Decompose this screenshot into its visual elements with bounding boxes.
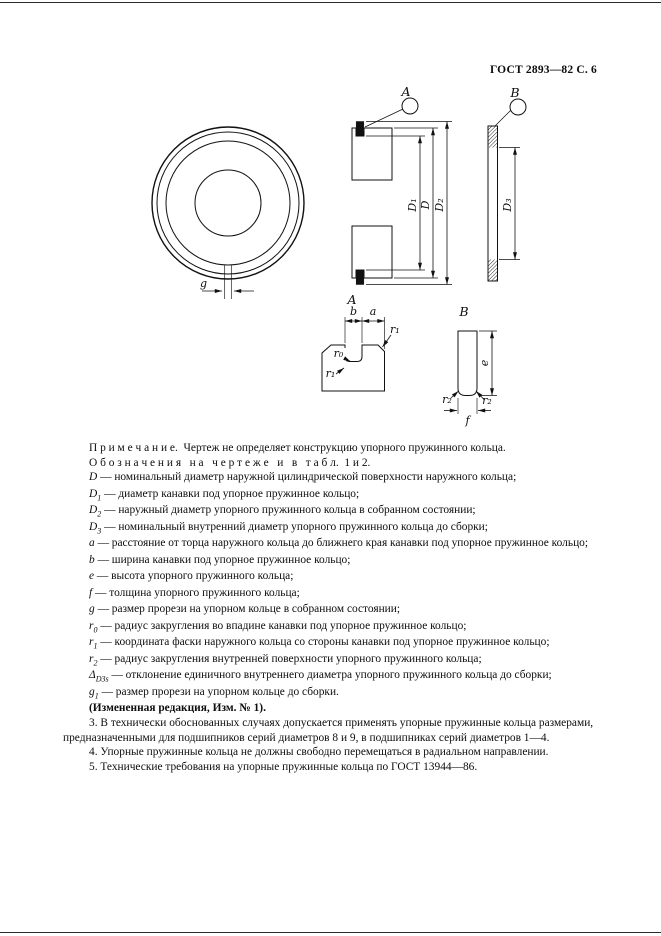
definition-text: — радиус закругления во впадине канавки под упорное пружинное кольцо;: [100, 619, 467, 632]
dim-label-r1-top: r₁: [390, 323, 400, 336]
detail-b: [442, 304, 497, 427]
definition-item: [63, 652, 600, 669]
snap-ring-bottom-section: [356, 270, 364, 285]
dim-label-a: a: [369, 305, 377, 318]
dim-label-r2-right: r₂: [482, 394, 492, 407]
dim-label-d3: D₃: [501, 198, 514, 212]
definition-term: $g_1$: [89, 685, 99, 701]
free-ring-outline: [488, 126, 498, 281]
dim-label-r0: r₀: [333, 347, 344, 360]
callout-a-leader: [365, 109, 403, 127]
free-ring-bottom-band: [489, 260, 498, 281]
definition-text: — номинальный внутренний диаметр упорного пружинного кольца до сборки;: [104, 520, 488, 533]
scan-edge-bottom: [0, 932, 661, 933]
definition-term: b: [89, 553, 95, 566]
front-view: [152, 127, 304, 299]
text-block: [63, 441, 600, 774]
definition-text: — размер прорези на упорном кольце до сборки.: [101, 685, 339, 698]
definition-term: $D_3$: [89, 520, 102, 536]
definition-term: g: [89, 603, 95, 616]
section-view: [352, 84, 452, 285]
dim-label-b: b: [349, 305, 358, 318]
definition-text: — расстояние от торца наружного кольца до ближнего края канавки под упорное пружинное кольцо;: [97, 537, 589, 550]
callout-b-circle: [510, 99, 526, 115]
definition-item: [63, 520, 600, 537]
definition-term: $r_1$: [89, 636, 98, 651]
dim-label-r1-bottom: r₁: [325, 367, 336, 380]
definition-text: — размер прорези на упорном кольце в собранном состоянии;: [97, 603, 401, 616]
definition-item: [63, 470, 600, 487]
para-5: 5. Технические требования на упорные пружинные кольца по ГОСТ 13944—86.: [89, 760, 478, 773]
definition-item: [63, 635, 600, 652]
page-header: ГОСТ 2893—82 С. 6: [489, 64, 597, 76]
definition-item: [63, 503, 600, 520]
definition-term: f: [89, 586, 93, 599]
definition-text: — номинальный диаметр наружной цилиндрической поверхности наружного кольца;: [100, 471, 517, 484]
note: П р и м е ч а н и е. Чертеж не определяет конструкцию упорного пружинного кольца.: [89, 442, 506, 454]
dim-label-r2-left: r₂: [442, 393, 452, 406]
definition-term: $r_2$: [89, 652, 98, 668]
definition-term: $D_1$: [89, 487, 102, 502]
detail-a-title: A: [347, 292, 357, 307]
dim-label-d2: D₂: [433, 198, 446, 212]
definition-item: [63, 668, 600, 685]
definition-term: D: [89, 471, 98, 484]
ring-outer-circle: [152, 127, 304, 279]
definition-term: $D_2$: [89, 504, 102, 519]
callout-b-leader: [495, 110, 511, 126]
r2-left-leader: [451, 391, 459, 398]
definition-item: [63, 685, 600, 702]
r1-top-leader: [383, 335, 392, 347]
detail-b-title: B: [459, 304, 469, 319]
definition-text: — координата фаски наружного кольца со стороны канавки под упорное пружинное кольцо;: [100, 636, 550, 649]
definition-item: [63, 536, 600, 553]
definition-text: — радиус закругления внутренней поверхности упорного пружинного кольца;: [100, 652, 482, 665]
definition-item: [63, 569, 600, 586]
para-3: 3. В технически обоснованных случаях допускается применять упорные пружинные кольца размерами, предназначенными для подшипников серий диаметров 8 и 9, в подшипниках серий диаметров 1—4.: [63, 717, 594, 744]
definition-text: — диаметр канавки под упорное пружинное кольцо;: [104, 487, 360, 500]
dim-label-f: f: [465, 414, 470, 427]
side-view: [488, 85, 526, 281]
callout-a-label: A: [401, 84, 411, 99]
amended-note: (Измененная редакция, Изм. № 1).: [89, 702, 266, 715]
ring-groove-circle: [166, 141, 290, 265]
detail-a: [322, 292, 400, 391]
definition-term: $\Delta_{D3s}$: [89, 669, 109, 684]
definition-text: — ширина канавки под упорное пружинное кольцо;: [97, 553, 351, 566]
definition-term: a: [89, 537, 95, 550]
para-4: 4. Упорные пружинные кольца не должны свободно перемещаться в радиальном направлении.: [89, 746, 549, 759]
ring-bore-circle: [195, 170, 261, 236]
technical-drawing: [0, 0, 661, 438]
definition-item: [63, 586, 600, 603]
callout-a-circle: [402, 98, 418, 114]
snap-ring-top-section: [356, 122, 364, 137]
free-ring-top-band: [489, 127, 498, 148]
definition-text: — наружный диаметр упорного пружинного кольца в собранном состоянии;: [104, 504, 476, 517]
definition-term: e: [89, 570, 95, 583]
ring-outer-inner-circle: [157, 132, 299, 274]
definition-item: [63, 619, 600, 636]
definition-item: [63, 487, 600, 504]
dim-label-e: e: [478, 359, 491, 367]
ring-cross-section-shape: [458, 331, 477, 396]
designations-heading: О б о з н а ч е н и я н а ч е р т е ж е и в т а б л. 1 и 2.: [89, 456, 371, 469]
dim-label-d1: D₁: [406, 198, 419, 212]
callout-b-label: B: [510, 85, 520, 100]
definition-text: — отклонение единичного внутреннего диаметра упорного пружинного кольца до сборки;: [111, 669, 552, 682]
definition-item: [63, 602, 600, 619]
dim-label-d: D: [419, 200, 432, 210]
definition-term: $r_0$: [89, 619, 98, 635]
definition-text: — высота упорного пружинного кольца;: [96, 570, 294, 583]
definition-text: — толщина упорного пружинного кольца;: [95, 586, 300, 599]
definition-item: [63, 553, 600, 570]
dim-label-g: g: [199, 277, 207, 290]
